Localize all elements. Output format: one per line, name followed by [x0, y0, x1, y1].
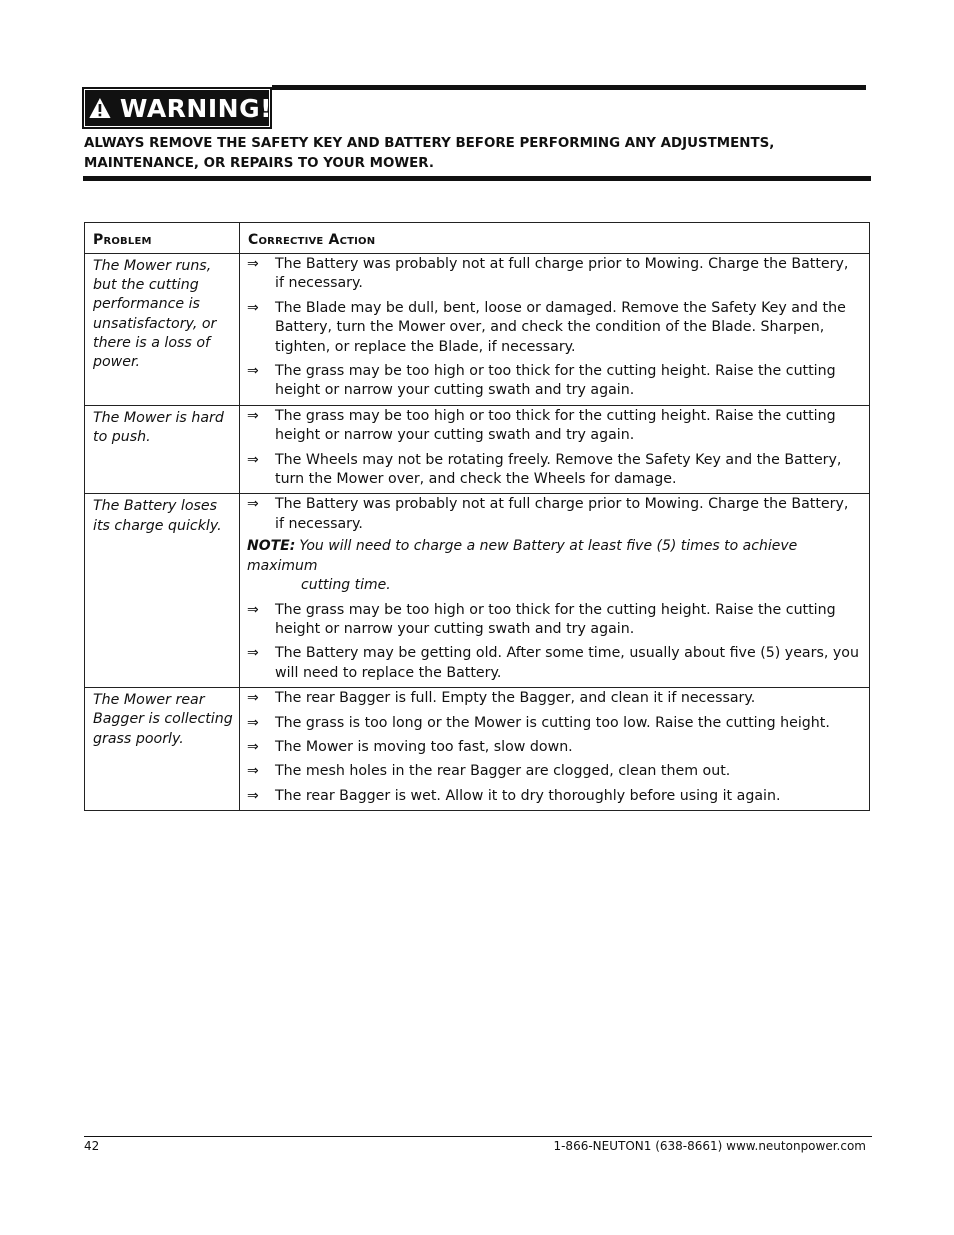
- action-text: The grass is too long or the Mower is cutting too low. Raise the cutting height.: [275, 714, 830, 731]
- action-item: [247, 299, 861, 357]
- arrow-icon: ⇒: [247, 690, 259, 707]
- action-item: [247, 762, 861, 781]
- action-text: The rear Bagger is wet. Allow it to dry thoroughly before using it again.: [275, 787, 781, 804]
- problem-cell: The Mower rear Bagger is collecting grass poorly.: [85, 688, 240, 811]
- arrow-icon: ⇒: [247, 787, 259, 804]
- warning-line-2: MAINTENANCE, OR REPAIRS TO YOUR MOWER.: [84, 155, 434, 171]
- arrow-icon: ⇒: [247, 496, 259, 513]
- action-item: [247, 495, 861, 534]
- action-text: The grass may be too high or too thick for the cutting height. Raise the cutting height or narrow your cutting swath and try again.: [275, 601, 836, 637]
- warning-badge: [82, 87, 272, 129]
- action-item: [247, 255, 861, 294]
- problem-cell: The Mower is hard to push.: [85, 405, 240, 494]
- problem-cell: The Battery loses its charge quickly.: [85, 494, 240, 688]
- action-text: The grass may be too high or too thick for the cutting height. Raise the cutting height or narrow your cutting swath and try again.: [275, 363, 836, 399]
- arrow-icon: ⇒: [247, 363, 259, 380]
- note-label: NOTE:: [247, 538, 296, 555]
- table-row: [85, 405, 870, 494]
- arrow-icon: ⇒: [247, 451, 259, 468]
- arrow-icon: ⇒: [247, 407, 259, 424]
- warning-triangle-icon: [88, 91, 112, 125]
- action-item: [247, 714, 861, 733]
- warning-top-rule: [272, 85, 866, 90]
- actions-cell: [240, 405, 870, 494]
- arrow-icon: ⇒: [247, 601, 259, 618]
- arrow-icon: ⇒: [247, 299, 259, 316]
- action-text: The rear Bagger is full. Empty the Bagger, and clean it if necessary.: [275, 690, 756, 707]
- page-number: 42: [84, 1139, 100, 1153]
- header-problem: Problem: [85, 223, 240, 254]
- arrow-icon: ⇒: [247, 738, 259, 755]
- footer-contact: 1-866-NEUTON1 (638-8661) www.neutonpower.com: [553, 1139, 866, 1153]
- arrow-icon: ⇒: [247, 256, 259, 272]
- action-text: The Blade may be dull, bent, loose or damaged. Remove the Safety Key and the Battery, turn the Mower over, and check the condition of the Blade. Sharpen, tighten, or replace the Blade, if necessary.: [275, 299, 846, 355]
- warning-label: WARNING!: [119, 93, 272, 123]
- footer-rule: [84, 1136, 872, 1137]
- actions-cell: [240, 254, 870, 406]
- action-item: [247, 738, 861, 757]
- action-text: The mesh holes in the rear Bagger are clogged, clean them out.: [275, 763, 731, 780]
- action-item: [247, 362, 861, 401]
- action-text: The Battery was probably not at full charge prior to Mowing. Charge the Battery, if necessary.: [275, 256, 849, 292]
- troubleshooting-table: [84, 222, 870, 811]
- action-item: [247, 689, 861, 708]
- action-text: The Mower is moving too fast, slow down.: [275, 738, 573, 755]
- warning-line-1: ALWAYS REMOVE THE SAFETY KEY AND BATTERY BEFORE PERFORMING ANY ADJUSTMENTS,: [84, 136, 775, 151]
- table-row: [85, 254, 870, 406]
- action-item: [247, 407, 861, 446]
- header-corrective-action: Corrective Action: [240, 223, 870, 254]
- table-header-row: [85, 223, 870, 254]
- arrow-icon: ⇒: [247, 763, 259, 780]
- action-text: The Battery may be getting old. After some time, usually about five (5) years, you will need to replace the Battery.: [275, 645, 859, 681]
- action-text: The grass may be too high or too thick for the cutting height. Raise the cutting height or narrow your cutting swath and try again.: [275, 407, 836, 444]
- action-item: [247, 787, 861, 806]
- warning-bottom-rule: [83, 176, 871, 181]
- arrow-icon: ⇒: [247, 645, 259, 662]
- action-text: The Battery was probably not at full charge prior to Mowing. Charge the Battery, if necessary.: [275, 496, 849, 532]
- actions-cell: [240, 688, 870, 811]
- action-text: The Wheels may not be rotating freely. Remove the Safety Key and the Battery, turn the Mower over, and check the Wheels for damage.: [275, 451, 842, 488]
- table-row: [85, 688, 870, 811]
- action-item: [247, 601, 861, 640]
- action-item: [247, 451, 861, 490]
- note-text-line-2: cutting time.: [301, 577, 391, 594]
- note-text-line-1: You will need to charge a new Battery at least five (5) times to achieve maximum: [247, 538, 798, 574]
- warning-message: [84, 134, 864, 173]
- note-block: [247, 537, 861, 595]
- action-item: [247, 644, 861, 683]
- problem-cell: The Mower runs, but the cutting performance is unsatisfactory, or there is a loss of power.: [85, 254, 240, 406]
- arrow-icon: ⇒: [247, 714, 259, 731]
- table-row: [85, 494, 870, 688]
- actions-cell: [240, 494, 870, 688]
